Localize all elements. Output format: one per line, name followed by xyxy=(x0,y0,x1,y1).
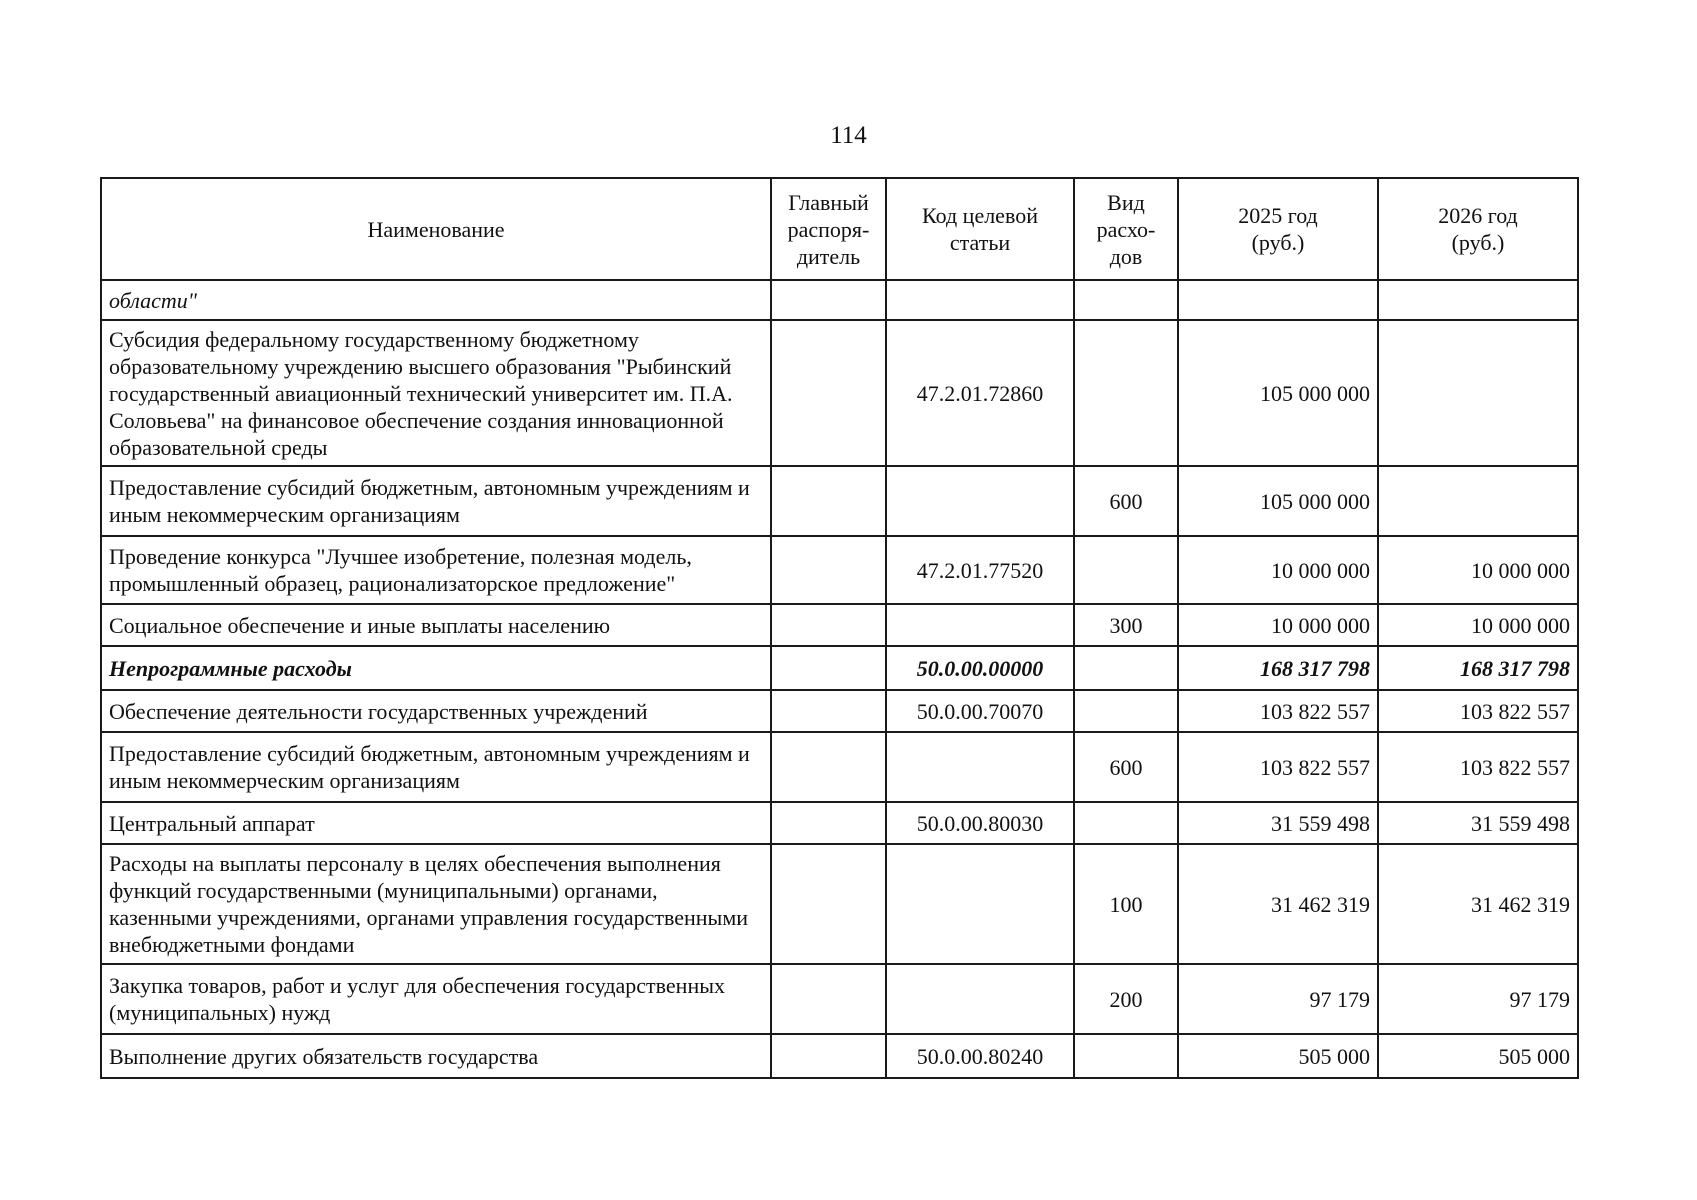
cell-code xyxy=(886,964,1074,1034)
table-row xyxy=(101,604,1578,646)
cell-manager xyxy=(771,1034,886,1078)
cell-2025: 168 317 798 xyxy=(1178,646,1378,690)
cell-name: Непрограммные расходы xyxy=(101,646,771,690)
table-row xyxy=(101,844,1578,964)
cell-manager xyxy=(771,964,886,1034)
cell-code: 50.0.00.80030 xyxy=(886,802,1074,844)
table-header-row xyxy=(101,178,1578,280)
table-row xyxy=(101,690,1578,732)
cell-code xyxy=(886,844,1074,964)
cell-2025: 103 822 557 xyxy=(1178,690,1378,732)
cell-kind: 100 xyxy=(1074,844,1178,964)
cell-kind xyxy=(1074,536,1178,604)
cell-code: 47.2.01.72860 xyxy=(886,320,1074,466)
cell-2026: 505 000 xyxy=(1378,1034,1578,1078)
cell-kind: 200 xyxy=(1074,964,1178,1034)
table-row xyxy=(101,466,1578,536)
header-kind: Вид расхо- дов xyxy=(1074,178,1178,280)
cell-kind: 300 xyxy=(1074,604,1178,646)
cell-kind xyxy=(1074,690,1178,732)
cell-kind xyxy=(1074,646,1178,690)
cell-kind xyxy=(1074,320,1178,466)
table-row xyxy=(101,280,1578,320)
cell-manager xyxy=(771,844,886,964)
cell-2026: 97 179 xyxy=(1378,964,1578,1034)
cell-2025: 31 559 498 xyxy=(1178,802,1378,844)
cell-name: области" xyxy=(101,280,771,320)
cell-name: Социальное обеспечение и иные выплаты населению xyxy=(101,604,771,646)
header-code: Код целевой статьи xyxy=(886,178,1074,280)
cell-2025: 103 822 557 xyxy=(1178,732,1378,802)
cell-kind xyxy=(1074,1034,1178,1078)
cell-code xyxy=(886,604,1074,646)
cell-code xyxy=(886,466,1074,536)
cell-2026: 103 822 557 xyxy=(1378,690,1578,732)
cell-manager xyxy=(771,320,886,466)
cell-manager xyxy=(771,646,886,690)
cell-code xyxy=(886,732,1074,802)
cell-2025: 10 000 000 xyxy=(1178,536,1378,604)
header-2026: 2026 год (руб.) xyxy=(1378,178,1578,280)
table-row xyxy=(101,964,1578,1034)
cell-manager xyxy=(771,732,886,802)
cell-manager xyxy=(771,280,886,320)
cell-2026: 10 000 000 xyxy=(1378,536,1578,604)
cell-2025: 31 462 319 xyxy=(1178,844,1378,964)
cell-kind xyxy=(1074,802,1178,844)
cell-manager xyxy=(771,604,886,646)
cell-2026 xyxy=(1378,280,1578,320)
cell-name: Проведение конкурса "Лучшее изобретение, полезная модель, промышленный образец, рационализаторское предложение" xyxy=(101,536,771,604)
cell-name: Субсидия федеральному государственному бюджетному образовательному учреждению высшего образования "Рыбинский государственный авиационный технический университет им. П.А. Соловьева" на финансовое обеспечение создания инновационной образовательной среды xyxy=(101,320,771,466)
cell-2025: 10 000 000 xyxy=(1178,604,1378,646)
cell-name: Предоставление субсидий бюджетным, автономным учреждениям и иным некоммерческим организациям xyxy=(101,466,771,536)
cell-2026: 103 822 557 xyxy=(1378,732,1578,802)
cell-manager xyxy=(771,466,886,536)
cell-2025: 505 000 xyxy=(1178,1034,1378,1078)
cell-manager xyxy=(771,802,886,844)
cell-2026: 10 000 000 xyxy=(1378,604,1578,646)
cell-name: Закупка товаров, работ и услуг для обеспечения государственных (муниципальных) нужд xyxy=(101,964,771,1034)
cell-code xyxy=(886,280,1074,320)
cell-code: 47.2.01.77520 xyxy=(886,536,1074,604)
cell-name: Обеспечение деятельности государственных учреждений xyxy=(101,690,771,732)
table-row xyxy=(101,536,1578,604)
cell-manager xyxy=(771,536,886,604)
cell-manager xyxy=(771,690,886,732)
cell-2026: 31 559 498 xyxy=(1378,802,1578,844)
header-2025: 2025 год (руб.) xyxy=(1178,178,1378,280)
table-body xyxy=(101,280,1578,1078)
cell-2026 xyxy=(1378,466,1578,536)
table-row xyxy=(101,1034,1578,1078)
cell-name: Выполнение других обязательств государства xyxy=(101,1034,771,1078)
cell-kind: 600 xyxy=(1074,466,1178,536)
budget-table xyxy=(100,177,1579,1079)
header-name: Наименование xyxy=(101,178,771,280)
page-number: 114 xyxy=(830,122,867,149)
cell-2025: 97 179 xyxy=(1178,964,1378,1034)
cell-2026: 168 317 798 xyxy=(1378,646,1578,690)
cell-2025 xyxy=(1178,280,1378,320)
table-row xyxy=(101,646,1578,690)
cell-name: Предоставление субсидий бюджетным, автономным учреждениям и иным некоммерческим организациям xyxy=(101,732,771,802)
cell-name: Центральный аппарат xyxy=(101,802,771,844)
cell-2025: 105 000 000 xyxy=(1178,466,1378,536)
cell-code: 50.0.00.70070 xyxy=(886,690,1074,732)
cell-code: 50.0.00.80240 xyxy=(886,1034,1074,1078)
cell-kind: 600 xyxy=(1074,732,1178,802)
cell-2025: 105 000 000 xyxy=(1178,320,1378,466)
table-row xyxy=(101,802,1578,844)
header-manager: Главный распоря- дитель xyxy=(771,178,886,280)
cell-kind xyxy=(1074,280,1178,320)
table-row xyxy=(101,732,1578,802)
cell-2026 xyxy=(1378,320,1578,466)
cell-code: 50.0.00.00000 xyxy=(886,646,1074,690)
table-row xyxy=(101,320,1578,466)
cell-name: Расходы на выплаты персоналу в целях обеспечения выполнения функций государственными (муниципальными) органами, казенными учреждениями, органами управления государственными внебюджетными фондами xyxy=(101,844,771,964)
cell-2026: 31 462 319 xyxy=(1378,844,1578,964)
